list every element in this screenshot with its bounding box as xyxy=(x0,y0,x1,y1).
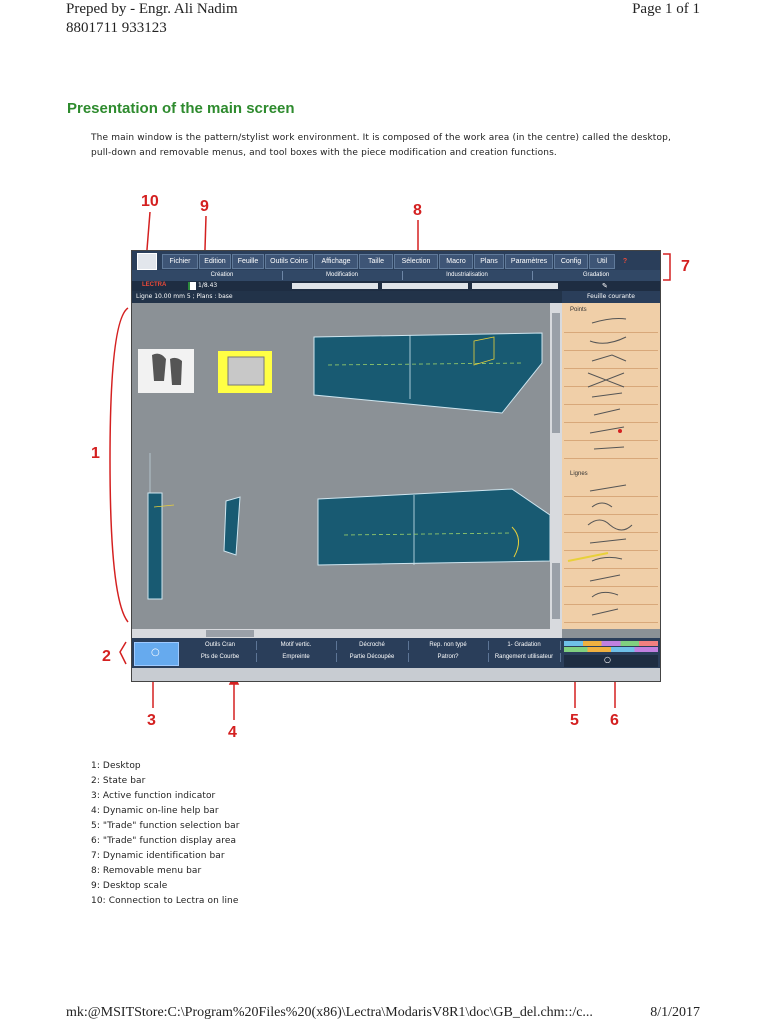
source-path: mk:@MSITStore:C:\Program%20Files%20(x86)\Lectra\ModarisV8R1\doc\GB_del.chm::/c... xyxy=(66,1005,593,1020)
phone-number: 8801711 933123 xyxy=(66,20,167,36)
state-motif-vertic[interactable]: Motif vertic. xyxy=(256,641,337,650)
menu-config[interactable]: Config xyxy=(554,254,588,269)
pattern-piece-4 xyxy=(224,497,240,555)
callout-4: 4 xyxy=(228,724,237,741)
state-decroche[interactable]: Décroché xyxy=(336,641,409,650)
state-rangement-utilisateur[interactable]: Rangement utilisateur xyxy=(488,653,561,662)
horizontal-scrollbar[interactable] xyxy=(132,629,562,638)
legend-item: 10: Connection to Lectra on line xyxy=(91,896,239,906)
vertical-scrollbar[interactable] xyxy=(550,303,562,629)
state-pts-de-courbe[interactable]: Pts de Courbe xyxy=(184,653,257,662)
callout-9: 9 xyxy=(200,198,209,215)
state-partie-decoupee[interactable]: Partie Découpée xyxy=(336,653,409,662)
desktop[interactable] xyxy=(132,303,550,629)
menu-bar xyxy=(132,251,660,270)
bracket-2 xyxy=(120,642,126,664)
legend-item: 5: "Trade" function selection bar xyxy=(91,821,240,831)
bracket-7 xyxy=(663,254,670,280)
legend-item: 1: Desktop xyxy=(91,761,141,771)
trade-tool-buttons[interactable] xyxy=(564,655,658,667)
submenu-industrialisation[interactable]: Industrialisation xyxy=(402,271,533,280)
menu-feuille[interactable]: Feuille xyxy=(232,254,264,269)
removable-menu-bar xyxy=(132,270,660,281)
legend-item: 4: Dynamic on-line help bar xyxy=(91,806,219,816)
section-title: Presentation of the main screen xyxy=(67,100,295,117)
legend-item: 2: State bar xyxy=(91,776,146,786)
callout-5: 5 xyxy=(570,712,579,729)
sketch-thumbnail xyxy=(138,349,194,393)
menu-fichier[interactable]: Fichier xyxy=(162,254,198,269)
menu-util[interactable]: Util xyxy=(589,254,615,269)
modaris-main-window xyxy=(131,250,661,682)
desktop-pieces xyxy=(132,303,550,629)
callout-8: 8 xyxy=(413,202,422,219)
callout-10: 10 xyxy=(141,193,159,210)
active-function-indicator[interactable] xyxy=(134,642,179,666)
intro-paragraph: The main window is the pattern/stylist work environment. It is composed of the work area (in the centre) called the desktop, pull-down and removable menus, and tool boxes with the piece modification and creation functions. xyxy=(91,133,672,158)
lectra-online-icon[interactable] xyxy=(137,253,157,270)
lectra-label: LECTRA xyxy=(142,282,167,288)
legend-item: 8: Removable menu bar xyxy=(91,866,202,876)
legend-item: 7: Dynamic identification bar xyxy=(91,851,225,861)
menu-plans[interactable]: Plans xyxy=(474,254,504,269)
menu-help[interactable]: ? xyxy=(616,254,634,269)
magnifier-icon[interactable]: ○ xyxy=(604,655,611,664)
trade-tabs-row-2[interactable] xyxy=(564,647,658,652)
callout-1: 1 xyxy=(91,445,100,462)
state-empreinte[interactable]: Empreinte xyxy=(256,653,337,662)
magnifier-icon: ○ xyxy=(151,647,160,658)
state-outils-cran[interactable]: Outils Cran xyxy=(184,641,257,650)
legend-item: 9: Desktop scale xyxy=(91,881,168,891)
legend-item: 6: "Trade" function display area xyxy=(91,836,237,846)
pen-icon: ✎ xyxy=(602,282,608,290)
section-lignes: Lignes xyxy=(570,471,588,477)
menu-parametres[interactable]: Paramètres xyxy=(505,254,553,269)
menu-macro[interactable]: Macro xyxy=(439,254,473,269)
hscroll-thumb[interactable] xyxy=(206,630,254,637)
callout-6: 6 xyxy=(610,712,619,729)
trade-function-display-area xyxy=(562,303,660,629)
id-field-1 xyxy=(292,283,378,289)
menu-affichage[interactable]: Affichage xyxy=(314,254,358,269)
id-field-3 xyxy=(472,283,558,289)
flag-icon xyxy=(188,282,196,290)
prepared-by: Preped by - Engr. Ali Nadim xyxy=(66,1,238,17)
selected-piece-inner xyxy=(228,357,264,385)
menu-selection[interactable]: Sélection xyxy=(394,254,438,269)
dynamic-identification-bar xyxy=(132,281,660,291)
panel-header: Feuille courante xyxy=(562,291,660,303)
vscroll-thumb[interactable] xyxy=(552,313,560,433)
info-line: Ligne 10.00 mm 5 ; Plans : base xyxy=(132,291,562,303)
page-number: Page 1 of 1 xyxy=(632,1,700,17)
callout-2: 2 xyxy=(102,648,111,665)
legend-item: 3: Active function indicator xyxy=(91,791,216,801)
menu-outils-coins[interactable]: Outils Coins xyxy=(265,254,313,269)
trade-function-selection-bar[interactable] xyxy=(564,641,658,667)
vscroll-thumb-2[interactable] xyxy=(552,563,560,619)
id-field-2 xyxy=(382,283,468,289)
print-date: 8/1/2017 xyxy=(650,1005,700,1020)
menu-taille[interactable]: Taille xyxy=(359,254,393,269)
callout-3: 3 xyxy=(147,712,156,729)
desktop-scale: 1/8.43 xyxy=(198,282,218,289)
state-patron[interactable]: Patron? xyxy=(408,653,489,662)
callout-7: 7 xyxy=(681,258,690,275)
section-points: Points xyxy=(570,307,587,313)
bracket-1 xyxy=(110,308,128,622)
menu-edition[interactable]: Edition xyxy=(199,254,231,269)
trade-tabs-row-1[interactable] xyxy=(564,641,658,646)
submenu-modification[interactable]: Modification xyxy=(282,271,403,280)
tool-glyphs xyxy=(562,303,660,629)
legend-list xyxy=(91,759,240,909)
dynamic-help-bar xyxy=(132,668,660,681)
submenu-creation[interactable]: Création xyxy=(162,271,283,280)
pattern-piece-3 xyxy=(148,493,162,599)
submenu-gradation[interactable]: Gradation xyxy=(532,271,661,280)
state-rep-non-type[interactable]: Rep. non typé xyxy=(408,641,489,650)
pattern-piece-1 xyxy=(314,333,542,413)
state-gradation[interactable]: 1- Gradation xyxy=(488,641,561,650)
